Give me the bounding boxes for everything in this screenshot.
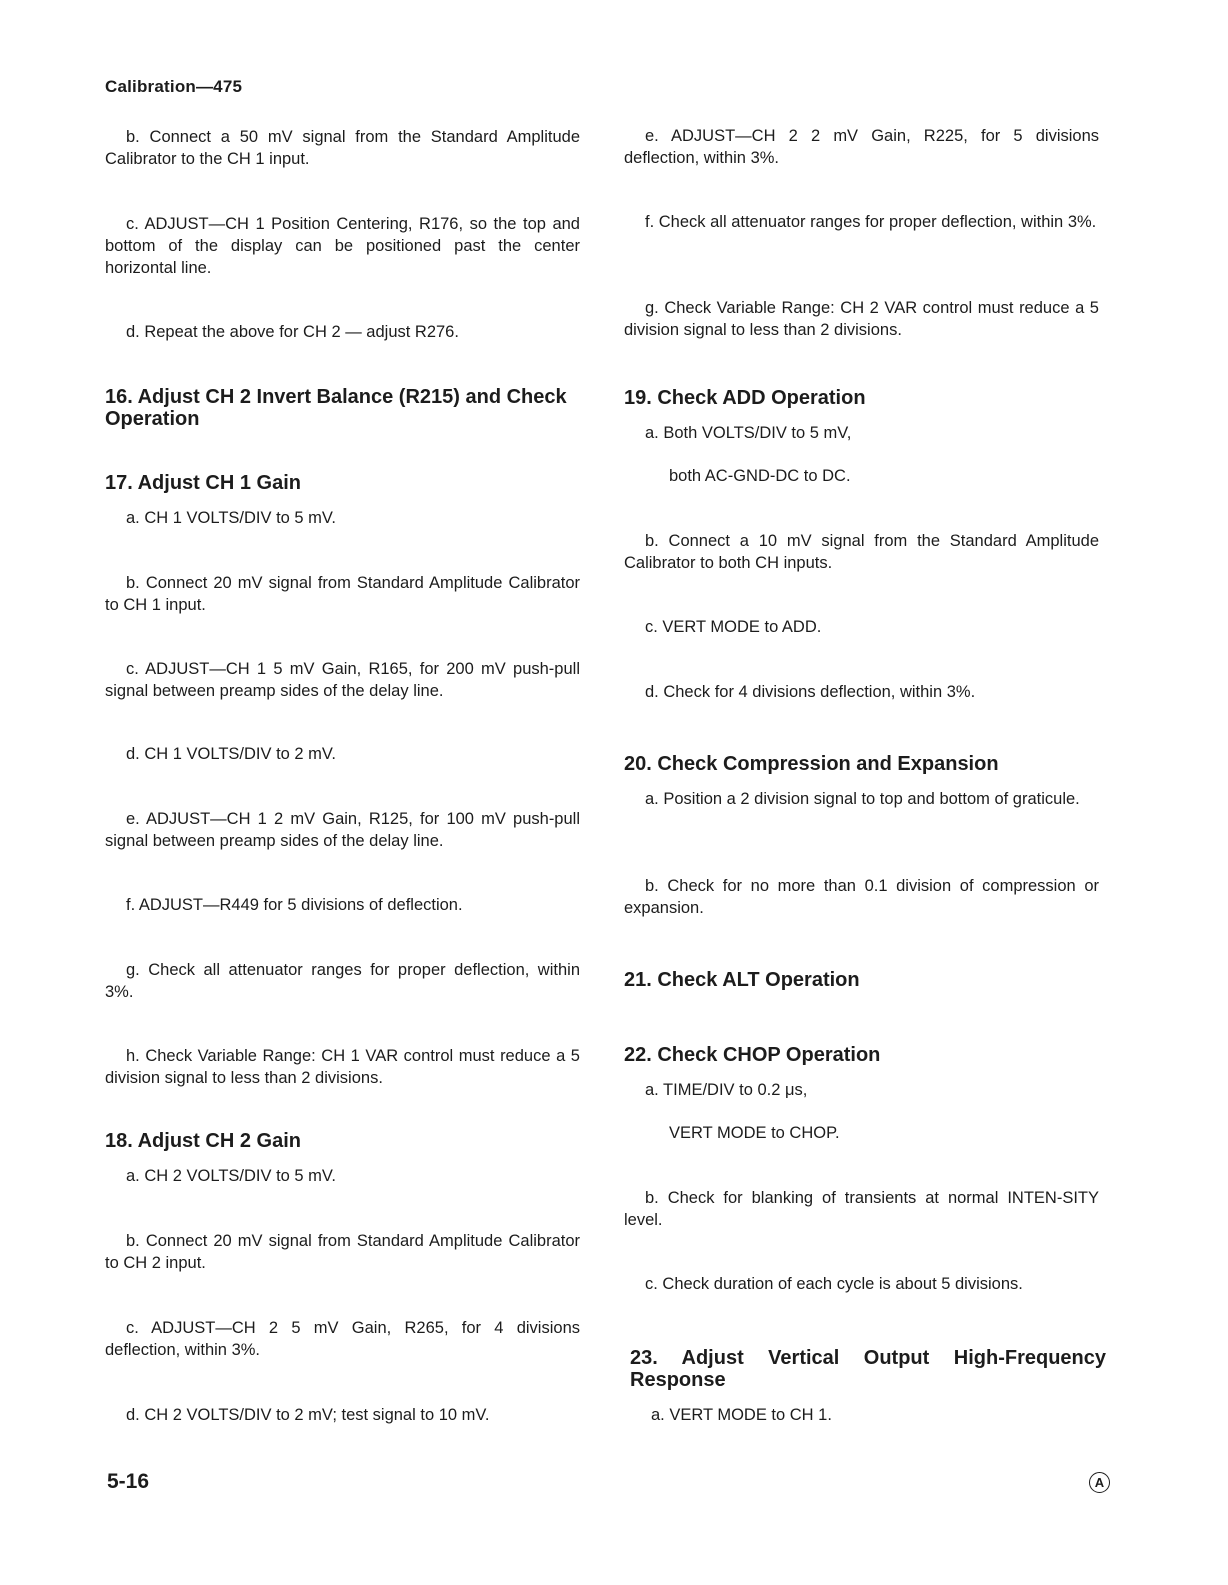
step-20-heading: 20. Check Compression and Expansion (624, 753, 999, 775)
step-18f: f. Check all attenuator ranges for proper deflection, within 3%. (645, 213, 1097, 231)
step-22b: b. Check for blanking of transients at normal INTEN-SITY level. (624, 1189, 1099, 1229)
step-17a: a. CH 1 VOLTS/DIV to 5 mV. (126, 509, 336, 527)
step-16-heading: 16. Adjust CH 2 Invert Balance (R215) and Check Operation (105, 386, 567, 430)
step-18a: a. CH 2 VOLTS/DIV to 5 mV. (126, 1167, 336, 1185)
step-18e: e. ADJUST—CH 2 2 mV Gain, R225, for 5 divisions deflection, within 3%. (624, 127, 1099, 167)
step-19d: d. Check for 4 divisions deflection, within 3%. (645, 683, 976, 701)
step-19a: a. Both VOLTS/DIV to 5 mV, (645, 424, 852, 442)
running-header: Calibration—475 (105, 77, 243, 96)
step-17-heading: 17. Adjust CH 1 Gain (105, 472, 301, 494)
step-17g: g. Check all attenuator ranges for proper deflection, within 3%. (105, 961, 580, 1001)
step-22c: c. Check duration of each cycle is about 5 divisions. (645, 1275, 1023, 1293)
revision-mark-icon: A (1089, 1472, 1110, 1493)
step-17b: b. Connect 20 mV signal from Standard Amplitude Calibrator to CH 1 input. (105, 574, 580, 614)
step-18b: b. Connect 20 mV signal from Standard Amplitude Calibrator to CH 2 input. (105, 1232, 580, 1272)
page-number: 5-16 (107, 1470, 150, 1493)
step-20a: a. Position a 2 division signal to top and bottom of graticule. (645, 790, 1080, 808)
step-19-heading: 19. Check ADD Operation (624, 387, 866, 409)
step-18d: d. CH 2 VOLTS/DIV to 2 mV; test signal to 10 mV. (126, 1406, 490, 1424)
step-19c: c. VERT MODE to ADD. (645, 618, 822, 636)
step-22a-continuation: VERT MODE to CHOP. (669, 1124, 840, 1142)
step-19b: b. Connect a 10 mV signal from the Standard Amplitude Calibrator to both CH inputs. (624, 532, 1099, 572)
step-18g: g. Check Variable Range: CH 2 VAR control must reduce a 5 division signal to less than 2 divisions. (624, 299, 1099, 339)
step-20b: b. Check for no more than 0.1 division of compression or expansion. (624, 877, 1099, 917)
step-22a: a. TIME/DIV to 0.2 μs, (645, 1081, 808, 1099)
step-17f: f. ADJUST—R449 for 5 divisions of deflection. (126, 896, 463, 914)
step-21-heading: 21. Check ALT Operation (624, 969, 860, 991)
step-22-heading: 22. Check CHOP Operation (624, 1044, 881, 1066)
step-18-heading: 18. Adjust CH 2 Gain (105, 1130, 301, 1152)
step-15b: b. Connect a 50 mV signal from the Standard Amplitude Calibrator to the CH 1 input. (105, 128, 580, 168)
step-17c: c. ADJUST—CH 1 5 mV Gain, R165, for 200 mV push-pull signal between preamp sides of the delay line. (105, 660, 580, 700)
step-17d: d. CH 1 VOLTS/DIV to 2 mV. (126, 745, 336, 763)
step-17h: h. Check Variable Range: CH 1 VAR control must reduce a 5 division signal to less than 2 divisions. (105, 1047, 580, 1087)
step-23a: a. VERT MODE to CH 1. (651, 1406, 832, 1424)
step-18c: c. ADJUST—CH 2 5 mV Gain, R265, for 4 divisions deflection, within 3%. (105, 1319, 580, 1359)
step-15d: d. Repeat the above for CH 2 — adjust R276. (126, 323, 459, 341)
step-19a-continuation: both AC-GND-DC to DC. (669, 467, 851, 485)
step-17e: e. ADJUST—CH 1 2 mV Gain, R125, for 100 mV push-pull signal between preamp sides of the delay line. (105, 810, 580, 850)
step-15c: c. ADJUST—CH 1 Position Centering, R176, so the top and bottom of the display can be positioned past the center horizontal line. (105, 215, 580, 277)
step-23-heading: 23. Adjust Vertical Output High-Frequency Response (630, 1347, 1106, 1391)
